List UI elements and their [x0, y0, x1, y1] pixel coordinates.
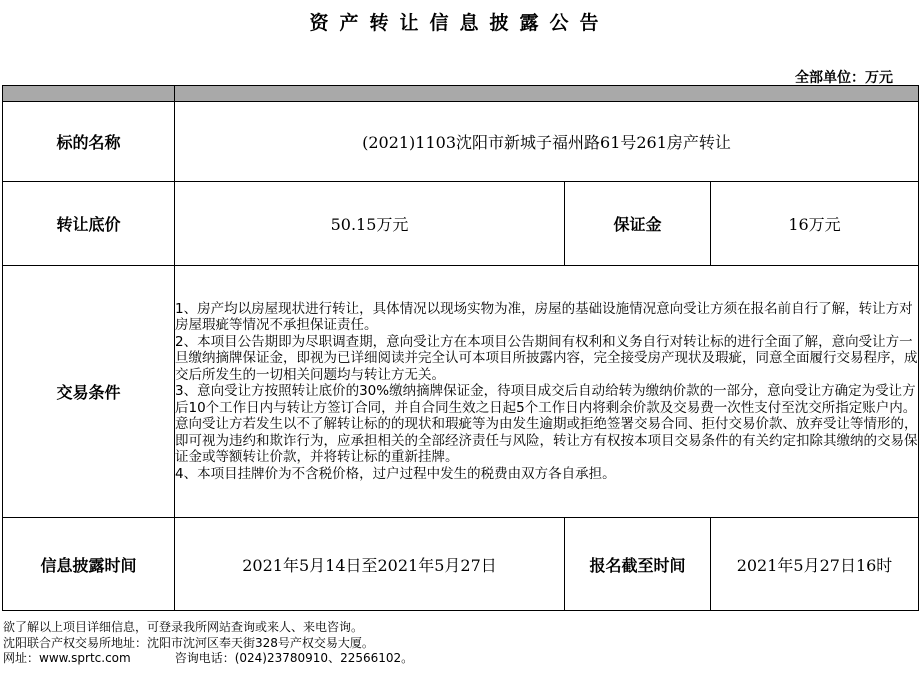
deadline-value: 2021年5月27日16时 — [711, 518, 919, 611]
disclosure-time-label: 信息披露时间 — [3, 518, 175, 611]
term-item: 4、本项目挂牌价为不含税价格，过户过程中发生的税费由双方各自承担。 — [175, 465, 616, 482]
disclosure-table — [2, 85, 919, 611]
term-item: 3、意向受让方按照转让底价的30%缴纳摘牌保证金，待项目成交后自动给转为缴纳价款的一部分，意向受让方确定为受让方后10个工作日内与转让方签订合同，并自合同生效之日起5个工作日内将剩余价款及交易费一次性支付至沈交所指定账户内。意向受让方若发生以不了解转让标的的现状和瑕疵等为由发生逾期或拒绝签署交易合同、拒付交易价款、放弃受让等情形的，即可视为违约和欺诈行为，应承担相关的全部经济责任与风险，转让方有权按本项目交易条件的有关约定扣除其缴纳的交易保证金或等额转让价款，并将转让标的重新挂牌。 — [175, 383, 918, 466]
table-row — [3, 102, 919, 182]
price-value: 50.15万元 — [175, 182, 565, 266]
header-cell — [3, 86, 175, 102]
deposit-value: 16万元 — [711, 182, 919, 266]
price-label: 转让底价 — [3, 182, 175, 266]
term-item: 1、房产均以房屋现状进行转让，具体情况以现场实物为准，房屋的基础设施情况意向受让方须在报名前自行了解，转让方对房屋瑕疵等情况不承担保证责任。 — [175, 300, 913, 334]
footer-website: 网址：www.sprtc.com — [3, 651, 131, 665]
header-cell — [175, 86, 919, 102]
page-title: 资产转让信息披露公告 — [309, 12, 610, 34]
name-label: 标的名称 — [3, 102, 175, 182]
footer-contact — [3, 651, 413, 667]
footer — [3, 620, 413, 667]
footer-line: 欲了解以上项目详细信息，可登录我所网站查询或来人、来电咨询。 — [3, 620, 364, 634]
table-header-row — [3, 86, 919, 102]
footer-address: 沈阳联合产权交易所地址：沈阳市沈河区奉天街328号产权交易大厦。 — [3, 635, 374, 650]
table-row — [3, 266, 919, 518]
name-value: (2021)1103沈阳市新城子福州路61号261房产转让 — [175, 102, 919, 182]
term-item: 2、本项目公告期即为尽职调查期，意向受让方在本项目公告期间有权利和义务自行对转让标的进行全面了解，意向受让方一旦缴纳摘牌保证金，即视为已详细阅读并完全认可本项目所披露内容，完全接受房产现状及瑕疵，同意全面履行交易程序，成交后所发生的一切相关问题均与转让方无关。 — [175, 333, 918, 383]
terms-text — [175, 266, 919, 518]
deposit-label: 保证金 — [565, 182, 711, 266]
table-row — [3, 182, 919, 266]
terms-label: 交易条件 — [3, 266, 175, 518]
table-row — [3, 518, 919, 611]
unit-label: 全部单位：万元 — [795, 70, 893, 86]
disclosure-time-value: 2021年5月14日至2021年5月27日 — [175, 518, 565, 611]
footer-phone: 咨询电话：(024)23780910、22566102。 — [174, 651, 414, 665]
deadline-label: 报名截至时间 — [565, 518, 711, 611]
